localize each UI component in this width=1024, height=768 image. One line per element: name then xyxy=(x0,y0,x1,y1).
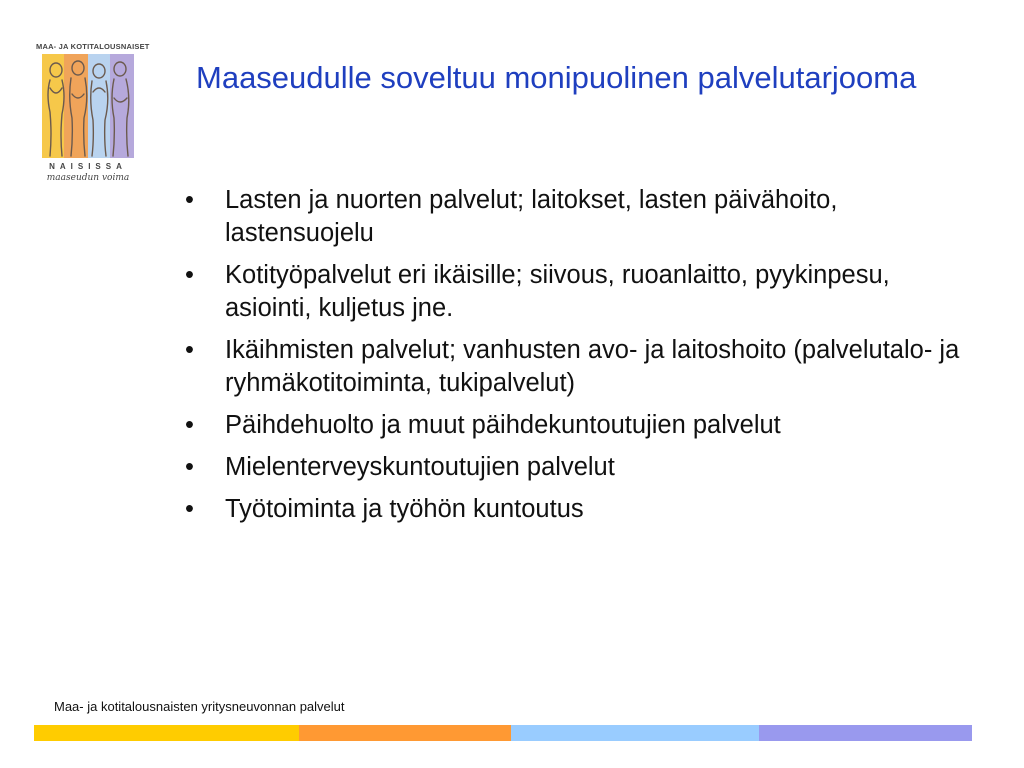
logo-bottom-text: NAISISSA xyxy=(49,162,127,171)
bullet-item xyxy=(183,334,973,400)
women-figures-icon xyxy=(42,54,134,158)
bullet-text: Lasten ja nuorten palvelut; laitokset, lasten päivähoito, lastensuojelu xyxy=(225,186,838,247)
bullet-list xyxy=(183,184,973,535)
footer-color-bar xyxy=(34,725,972,741)
bullet-text: Kotityöpalvelut eri ikäisille; siivous, ruoanlaitto, pyykinpesu, asiointi, kuljetus jne. xyxy=(225,261,890,322)
bullet-dot-icon: • xyxy=(185,495,194,523)
logo xyxy=(36,42,150,188)
footer-bar-lavender-segment xyxy=(759,725,972,741)
bullet-item xyxy=(183,259,973,325)
bullet-text: Mielenterveyskuntoutujien palvelut xyxy=(225,453,615,481)
bullet-item xyxy=(183,451,973,484)
footer-bar-orange-segment xyxy=(299,725,511,741)
bullet-text: Työtoiminta ja työhön kuntoutus xyxy=(225,495,584,523)
footer-text: Maa- ja kotitalousnaisten yritysneuvonnan palvelut xyxy=(54,699,345,714)
slide-title: Maaseudulle soveltuu monipuolinen palvelutarjooma xyxy=(196,60,917,95)
bullet-dot-icon: • xyxy=(185,336,194,364)
bullet-item xyxy=(183,493,973,526)
bullet-dot-icon: • xyxy=(185,453,194,481)
bullet-dot-icon: • xyxy=(185,411,194,439)
bullet-item xyxy=(183,409,973,442)
bullet-dot-icon: • xyxy=(185,261,194,289)
footer-bar-lightblue-segment xyxy=(511,725,759,741)
bullet-text: Ikäihmisten palvelut; vanhusten avo- ja laitoshoito (palvelutalo- ja ryhmäkotitoiminta, tukipalvelut) xyxy=(225,336,960,397)
bullet-text: Päihdehuolto ja muut päihdekuntoutujien palvelut xyxy=(225,411,781,439)
logo-tagline: maaseudun voima xyxy=(46,173,130,183)
footer-bar-yellow-segment xyxy=(34,725,299,741)
bullet-dot-icon: • xyxy=(185,186,194,214)
bullet-item xyxy=(183,184,973,250)
logo-top-text: MAA- JA KOTITALOUSNAISET xyxy=(36,42,150,51)
